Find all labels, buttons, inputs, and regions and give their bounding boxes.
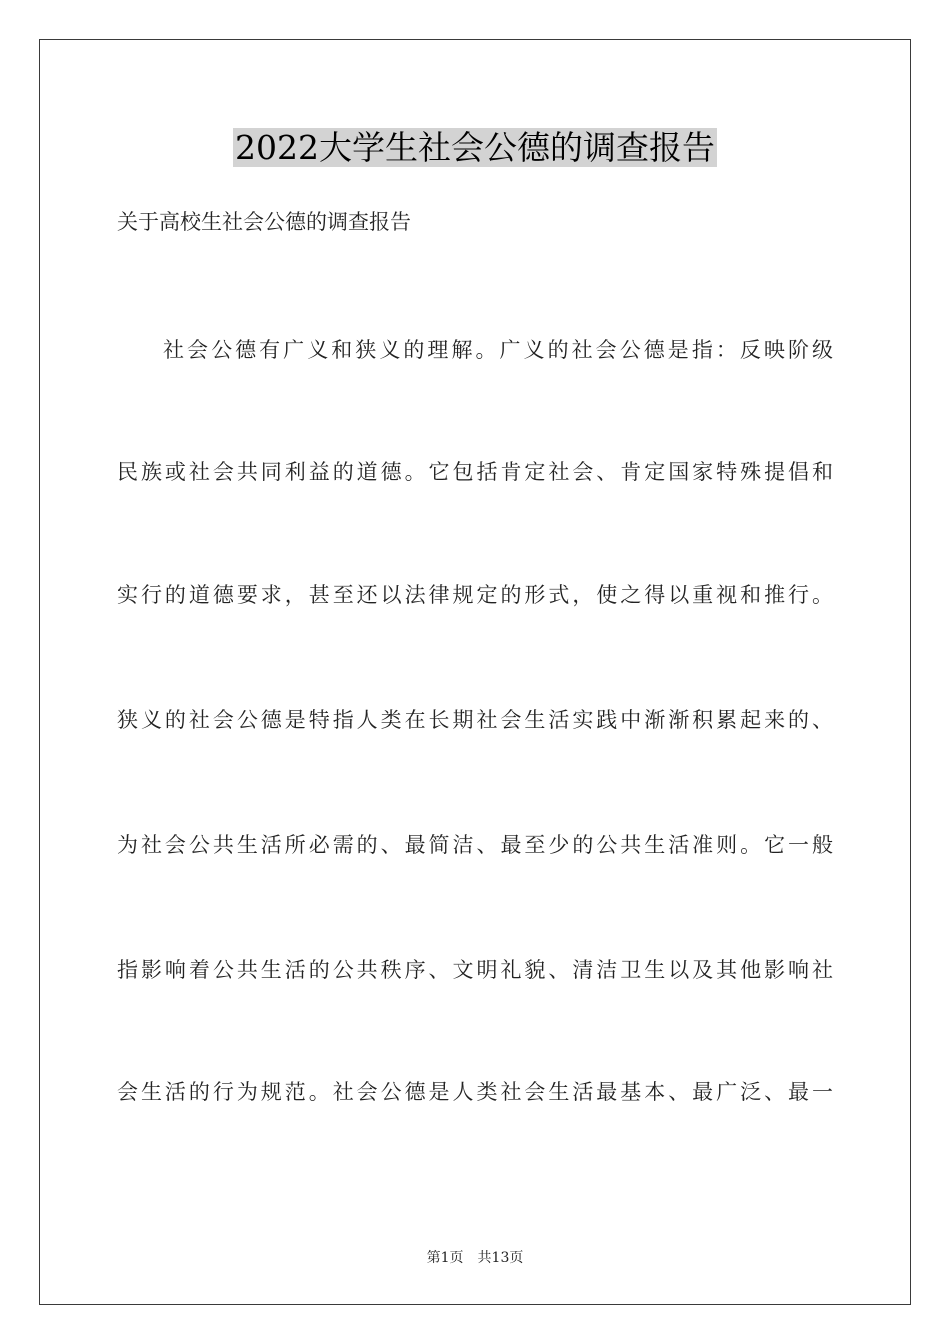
- page-total: 共13页: [477, 1250, 524, 1266]
- body-line: 指影响着公共生活的公共秩序、文明礼貌、清洁卫生以及其他影响社: [117, 958, 833, 982]
- body-line: 社会公德有广义和狭义的理解。广义的社会公德是指：反映阶级: [163, 338, 833, 362]
- body-line: 狭义的社会公德是特指人类在长期社会生活实践中渐渐积累起来的、: [117, 708, 833, 732]
- document-title-text: 2022大学生社会公德的调查报告: [235, 128, 715, 167]
- page-number: 第1页: [426, 1250, 464, 1266]
- page-footer: [0, 1248, 950, 1268]
- document-subtitle: 关于高校生社会公德的调查报告: [117, 210, 411, 234]
- body-line: 为社会公共生活所必需的、最简洁、最至少的公共生活准则。它一般: [117, 833, 833, 857]
- document-title: [0, 126, 950, 170]
- body-line: 民族或社会共同利益的道德。它包括肯定社会、肯定国家特殊提倡和: [117, 460, 833, 484]
- body-line: 会生活的行为规范。社会公德是人类社会生活最基本、最广泛、最一: [117, 1080, 833, 1104]
- body-line: 实行的道德要求，甚至还以法律规定的形式，使之得以重视和推行。: [117, 583, 833, 607]
